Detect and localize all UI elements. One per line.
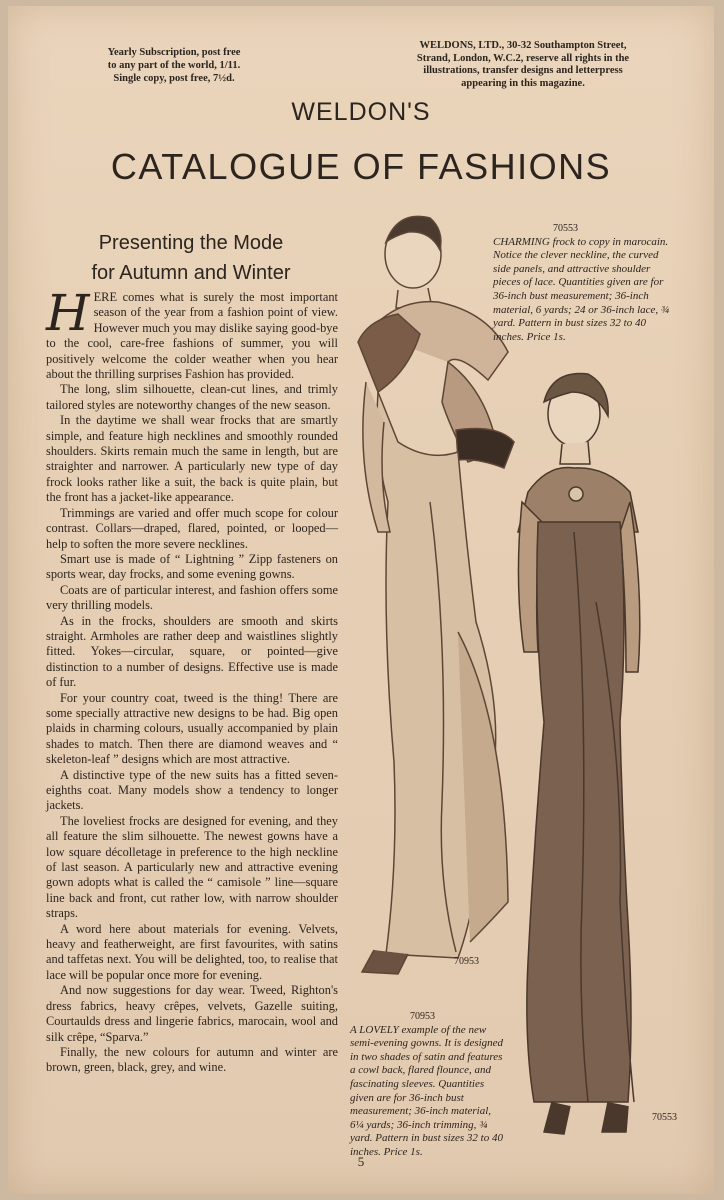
page-number: 5 bbox=[357, 1154, 365, 1169]
article-paragraph: Coats are of particular interest, and fashion offers some very thrilling models. bbox=[46, 582, 338, 613]
caption-70953 bbox=[350, 1010, 506, 1160]
article-body bbox=[46, 284, 338, 1076]
caption-70553 bbox=[493, 222, 673, 344]
article-paragraph: HERE comes what is surely the most important season of the year from a fashion point of view. However much you may dislike saying good-bye to the cool, care-free fashions of summer, you will positively welcome the colder weather when you hear about the thrilling surprises Fashion has provided. bbox=[46, 284, 338, 382]
article-paragraph: The loveliest frocks are designed for evening, and they all feature the slim silhouette. The newest gowns have a low square décolletage in preference to the high neckline of last season. A particularly new and attractive evening gown adopts what is called the “ camisole ” line—square line back and front, cut rather low, with narrow shoulder straps. bbox=[46, 813, 338, 921]
article-paragraph: For your country coat, tweed is the thing! There are some specially attractive new designs to be had. Big open plaids in charming colours, usually accompanied by plain shades to match. Then there are diamond weaves and “ skeleton-leaf ” designs which are most attractive. bbox=[46, 690, 338, 767]
caption-text: example of the new semi-evening gowns. It is designed in two shades of satin and features a cowl back, flared flounce, and fascinating sleeves. Quantities given are for 36-inch bust measurement; 36-inch material, 6¼ yards; 36-inch trimming, ¾ yard. Pattern in bust sizes 32 to 40 inches. Price 1s. bbox=[350, 1023, 504, 1158]
magazine-page bbox=[8, 6, 714, 1194]
article-subtitle bbox=[46, 228, 336, 288]
article-paragraph: A distinctive type of the new suits has a fitted seven-eighths coat. Many models show a tendency to longer jackets. bbox=[46, 767, 338, 813]
page-title: CATALOGUE OF FASHIONS bbox=[110, 146, 612, 187]
publisher-notice bbox=[398, 40, 648, 90]
article-paragraph: As in the frocks, shoulders are smooth and skirts straight. Armholes are rather deep and waistlines slightly fitted. Yokes—circular, square, or pointed—give distinction to a number of designs. Effective use is made of fur. bbox=[46, 613, 338, 690]
subscription-line: Single copy, post free, 7½d. bbox=[113, 73, 235, 84]
drop-cap: H bbox=[46, 284, 90, 342]
publisher-line: Strand, London, W.C.2, reserve all rights in the bbox=[416, 52, 630, 64]
subscription-line: Yearly Subscription, post free bbox=[107, 47, 241, 58]
publisher-line: illustrations, transfer designs and letterpress bbox=[423, 65, 623, 76]
figure-70953 bbox=[358, 216, 514, 974]
caption-number: 70553 bbox=[553, 223, 578, 234]
publisher-line: appearing in this magazine. bbox=[461, 77, 585, 89]
article-paragraph: A word here about materials for evening. Velvets, heavy and featherweight, are first favourites, with satins and taffetas next. You will be delighted, too, to realise that lace will be popular once more for evening. bbox=[46, 921, 338, 982]
article-paragraph: The long, slim silhouette, clean-cut lines, and trimly tailored styles are noteworthy changes of the new season. bbox=[46, 382, 338, 412]
subtitle-line: for Autumn and Winter bbox=[91, 262, 291, 284]
caption-lead: A LOVELY bbox=[350, 1023, 399, 1036]
article-paragraph: Finally, the new colours for autumn and winter are brown, green, black, grey, and wine. bbox=[46, 1044, 338, 1075]
subscription-line: to any part of the world, 1/11. bbox=[107, 60, 241, 71]
subtitle-line: Presenting the Mode bbox=[98, 232, 284, 254]
subscription-info bbox=[74, 46, 274, 85]
article-paragraph: Trimmings are varied and offer much scope for colour contrast. Collars—draped, flared, pointed, or looped—help to soften the more severe necklines. bbox=[46, 505, 338, 551]
caption-number: 70953 bbox=[410, 1011, 435, 1022]
illustration-label-left: 70953 bbox=[454, 956, 479, 967]
figure-70553 bbox=[518, 374, 640, 1134]
article-paragraph: Smart use is made of “ Lightning ” Zipp fasteners on sports wear, day frocks, and some evening gowns. bbox=[46, 551, 338, 582]
publisher-line: WELDONS, LTD., 30-32 Southampton Street, bbox=[419, 40, 627, 51]
caption-text: frock to copy in marocain. Notice the clever neckline, the curved side panels, and attractive shoulder pieces of lace. Quantities given are for 36-inch bust measurement; 36-inch material, 6 yards; 24 or 36-inch lace, ¾ yard. Pattern in bust sizes 32 to 40 inches. Price 1s. bbox=[493, 235, 670, 343]
caption-lead: CHARMING bbox=[493, 235, 550, 248]
illustration-label-right: 70553 bbox=[652, 1112, 677, 1123]
brand-name: WELDON'S bbox=[291, 98, 431, 126]
article-paragraph: And now suggestions for day wear. Tweed, Righton's dress fabrics, heavy crêpes, velvets, Gazelle suiting, Courtaulds dress and lingerie fabrics, marocain, wool and silk crêpe, “Sparva.” bbox=[46, 983, 338, 1044]
article-paragraph: In the daytime we shall wear frocks that are smartly simple, and feature high necklines and smoothly rounded shoulders. Skirts remain much the same in length, but are straighter and narrower. A particularly new type of day frock looks rather like a suit, the back is quite plain, but the front has a jacket-like appearance. bbox=[46, 413, 338, 505]
